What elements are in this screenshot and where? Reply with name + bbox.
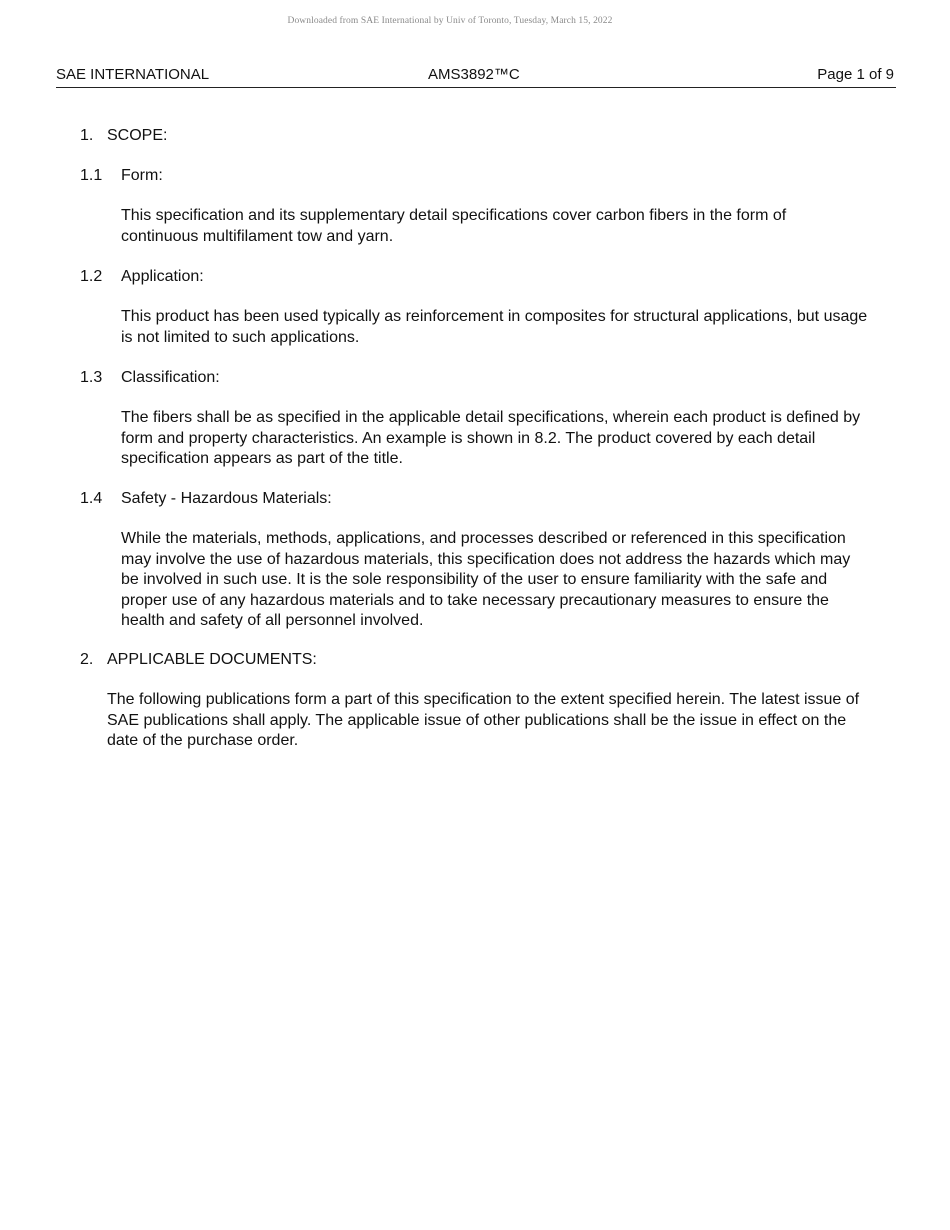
section-1-1-heading — [80, 166, 480, 187]
section-1-2-heading — [80, 267, 480, 288]
page-header — [56, 66, 896, 88]
section-1-3-heading — [80, 368, 480, 389]
section-2-heading — [80, 650, 580, 671]
section-title: Application: — [121, 268, 204, 285]
section-1-heading — [80, 126, 480, 147]
section-number: 1.4 — [80, 490, 103, 507]
section-number: 1. — [80, 127, 94, 144]
section-1-1-paragraph: This specification and its supplementary detail specifications cover carbon fibers in the form of continuous multifilament tow and yarn. — [121, 207, 787, 245]
section-title: Safety - Hazardous Materials: — [121, 490, 332, 507]
section-number: 1.1 — [80, 167, 103, 184]
header-document-number: AMS3892™C — [428, 66, 520, 83]
section-1-4-heading — [80, 489, 580, 510]
section-number: 1.3 — [80, 369, 103, 386]
section-number: 2. — [80, 651, 94, 668]
header-page-number: Page 1 of 9 — [817, 66, 894, 83]
section-1-3-paragraph: The fibers shall be as specified in the applicable detail specifications, wherein each product is defined by form and property characteristics. An example is shown in 8.2. The product covered by each detail specification appears as part of the title. — [121, 409, 861, 467]
section-2-paragraph: The following publications form a part of this specification to the extent specified herein. The latest issue of SAE publications shall apply. The applicable issue of other publications shall be the issue in effect on the date of the purchase order. — [107, 691, 860, 749]
section-number: 1.2 — [80, 268, 103, 285]
header-organization: SAE INTERNATIONAL — [56, 66, 210, 83]
section-1-4-paragraph: While the materials, methods, applications, and processes described or referenced in this specification may involve the use of hazardous materials, this specification does not address the hazards which may be involved in such use. It is the sole responsibility of the user to ensure familiarity with the safe and proper use of any hazardous materials and to take necessary precautionary measures to ensure the health and safety of all personnel involved. — [121, 530, 851, 629]
download-note: Downloaded from SAE International by Univ of Toronto, Tuesday, March 15, 2022 — [287, 16, 613, 26]
section-title: APPLICABLE DOCUMENTS: — [107, 651, 317, 668]
section-1-2-paragraph: This product has been used typically as reinforcement in composites for structural applications, but usage is not limited to such applications. — [121, 308, 868, 346]
section-title: SCOPE: — [107, 127, 168, 144]
section-title: Form: — [121, 167, 163, 184]
section-title: Classification: — [121, 369, 220, 386]
